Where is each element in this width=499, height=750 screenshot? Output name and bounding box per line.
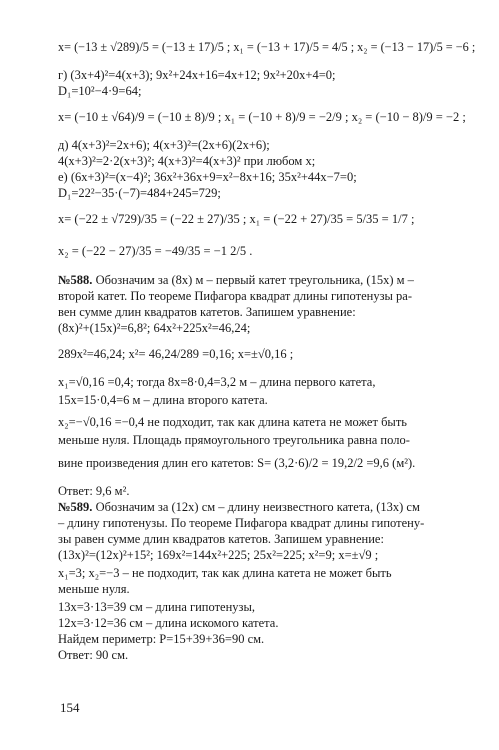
text-line: x= (−10 ± √64)/9 = (−10 ± 8)/9 ; x₁ = (−10 + 8)/9 = −2/9 ; x₂ = (−10 − 8)/9 = −2 ; [58, 110, 466, 124]
problem-number: №588. [58, 273, 93, 287]
text-line: меньше нуля. Площадь прямоугольного треугольника равна поло- [58, 433, 410, 447]
text-line: (8x)²+(15x)²=6,8²; 64x²+225x²=46,24; [58, 321, 251, 335]
text-line: меньше нуля. [58, 582, 130, 596]
text-line: г) (3x+4)²=4(x+3); 9x²+24x+16=4x+12; 9x²+20x+4=0; [58, 68, 336, 82]
text-line: D₁=10²−4·9=64; [58, 84, 142, 98]
text-line: е) (6x+3)²=(x−4)²; 36x²+36x+9=x²−8x+16; 35x²+44x−7=0; [58, 170, 357, 184]
text-line: д) 4(x+3)²=2x+6); 4(x+3)²=(2x+6)(2x+6); [58, 138, 270, 152]
text-line: D₁=22²−35·(−7)=484+245=729; [58, 186, 221, 200]
text-line: Ответ: 9,6 м². [58, 484, 130, 498]
text-line: вине произведения длин его катетов: S= (3,2·6)/2 = 19,2/2 =9,6 (м²). [58, 456, 416, 470]
text-line: Найдем периметр: P=15+39+36=90 см. [58, 632, 265, 646]
text-line: 15x=15·0,4=6 м – длина второго катета. [58, 393, 268, 407]
text-line: 12x=3·12=36 см – длина искомого катета. [58, 616, 279, 630]
text-line: x₁=3; x₂=−3 – не подходит, так как длина катета не может быть [58, 566, 392, 580]
text-line: 289x²=46,24; x²= 46,24/289 =0,16; x=±√0,16 ; [58, 347, 294, 361]
page-number: 154 [60, 700, 80, 715]
text-line: – длину гипотенузы. По теореме Пифагора квадрат длины гипотену- [58, 516, 425, 530]
text-line: Ответ: 90 см. [58, 648, 129, 662]
text-line: №589. Обозначим за (12x) см – длину неизвестного катета, (13x) см [58, 500, 420, 514]
text-line: x₂ = (−22 − 27)/35 = −49/35 = −1 2/5 . [58, 244, 253, 258]
text-line: x₂=−√0,16 =−0,4 не подходит, так как длина катета не может быть [58, 415, 407, 429]
text-line: (13x)²=(12x)²+15²; 169x²=144x²+225; 25x²=225; x²=9; x=±√9 ; [58, 548, 379, 562]
text-line: второй катет. По теореме Пифагора квадрат длины гипотенузы ра- [58, 289, 412, 303]
text-line: x= (−13 ± √289)/5 = (−13 ± 17)/5 ; x₁ = (−13 + 17)/5 = 4/5 ; x₂ = (−13 − 17)/5 = −6 ; [58, 40, 476, 54]
text-line: зы равен сумме длин квадратов катетов. Запишем уравнение: [58, 532, 384, 546]
text-line: 13x=3·13=39 см – длина гипотенузы, [58, 600, 255, 614]
text-line: №588. Обозначим за (8x) м – первый катет треугольника, (15x) м – [58, 273, 414, 287]
text-line: x₁=√0,16 =0,4; тогда 8x=8·0,4=3,2 м – длина первого катета, [58, 375, 376, 389]
text-line: x= (−22 ± √729)/35 = (−22 ± 27)/35 ; x₁ = (−22 + 27)/35 = 5/35 = 1/7 ; [58, 212, 415, 226]
text-line: 4(x+3)²=2·2(x+3)²; 4(x+3)²=4(x+3)² при любом x; [58, 154, 316, 168]
problem-number: №589. [58, 500, 93, 514]
text-line: вен сумме длин квадратов катетов. Запишем уравнение: [58, 305, 356, 319]
